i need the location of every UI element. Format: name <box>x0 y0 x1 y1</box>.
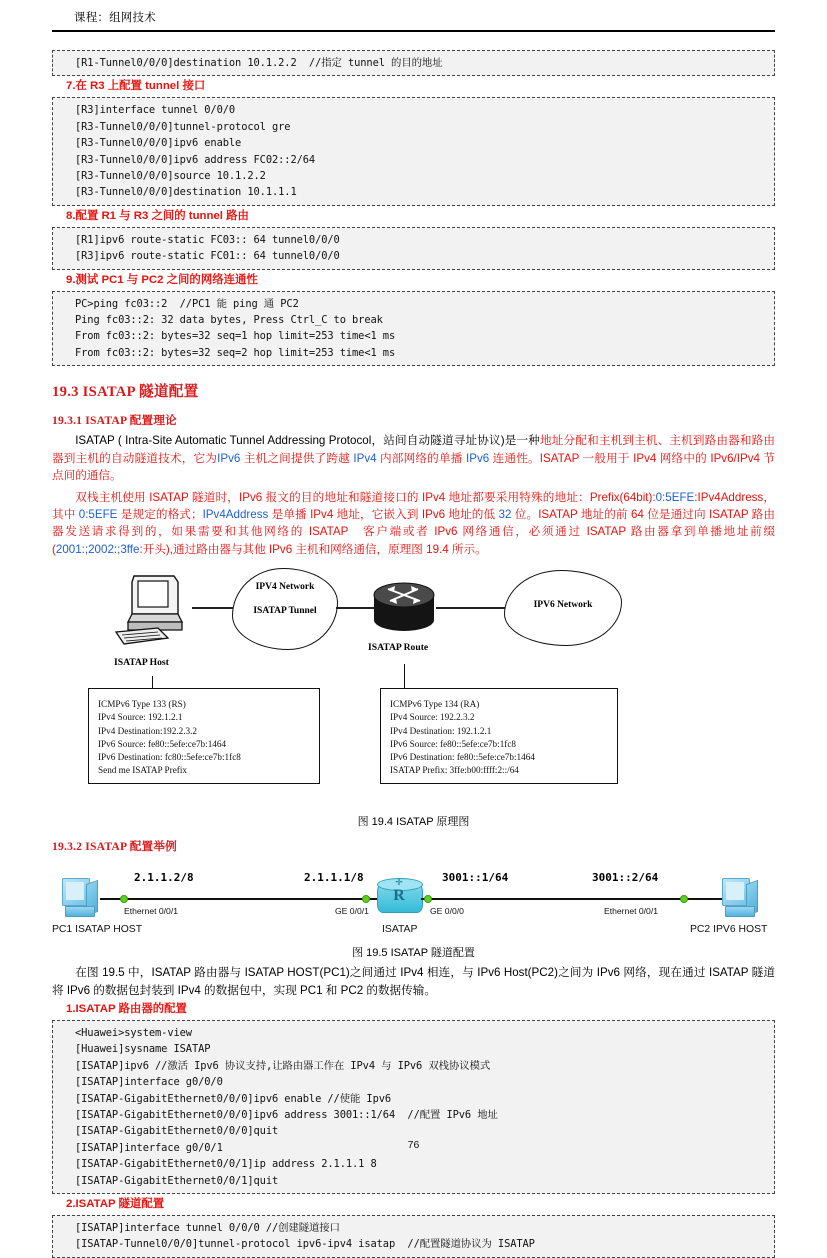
link-cloud-router <box>336 607 376 608</box>
code-line: [R3-Tunnel0/0/0]destination 10.1.1.1 <box>75 186 297 199</box>
section-heading-19-3-1: 19.3.1 ISATAP 配置理论 <box>52 414 177 428</box>
link-router-ipv6cloud <box>436 607 508 608</box>
rs-line: IPv4 Destination:192.2.3.2 <box>98 725 198 736</box>
pc2-icon <box>720 876 764 920</box>
rs-line: IPv6 Destination: fc80::5efe:ce7b:1fc8 <box>98 751 241 762</box>
code-block-9 <box>52 291 775 367</box>
section-heading-19-3: 19.3 ISATAP 隧道配置 <box>52 384 199 401</box>
step-heading-8: 8.配置 R1 与 R3 之间的 tunnel 路由 <box>66 209 249 222</box>
rs-line: IPv4 Source: 192.1.2.1 <box>98 712 183 723</box>
code-line: [ISATAP-Tunnel0/0/0]tunnel-protocol ipv6-ipv4 isatap //配置隧道协议为 ISATAP <box>75 1238 535 1251</box>
cloud-label-ipv4: IPV4 Network <box>255 582 315 593</box>
rs-line: IPv6 Source: fe80::5efe:ce7b:1464 <box>98 738 227 749</box>
page-header: 课程：组网技术 <box>74 12 156 24</box>
step-heading-7: 7.在 R3 上配置 tunnel 接口 <box>66 80 206 93</box>
pc1-icon <box>60 876 104 920</box>
code-line: [ISATAP]interface g0/0/0 <box>75 1076 223 1089</box>
code-line: [R3-Tunnel0/0/0]ipv6 address FC02::2/64 <box>75 153 316 166</box>
isatap-router-icon <box>372 580 436 636</box>
code-block-top <box>52 50 775 76</box>
code-line: [R3-Tunnel0/0/0]tunnel-protocol gre <box>75 120 291 133</box>
code-line: [R3]ipv6 route-static FC01:: 64 tunnel0/0/0 <box>75 250 340 263</box>
code-line: [ISATAP]ipv6 //激活 Ipv6 协议支持,让路由器工作在 IPv4 与 IPv6 双栈协议模式 <box>75 1059 491 1072</box>
ip-label-router-left: 2.1.1.1/8 <box>304 871 364 885</box>
link-dot-pc1 <box>120 895 128 903</box>
code-block-tunnel-config <box>52 1215 775 1258</box>
isatap-router-icon-2 <box>377 878 423 916</box>
ra-message-box <box>380 688 618 784</box>
cloud-label-tunnel: ISATAP Tunnel <box>253 606 317 617</box>
ra-line: IPv6 Destination: fe80::5efe:ce7b:1464 <box>390 751 535 762</box>
figure-19-4 <box>52 564 775 809</box>
para1-seg7: IPv6 <box>465 451 490 465</box>
code-line: [ISATAP]interface g0/0/1 <box>75 1141 223 1154</box>
code-line: <Huawei>system-view <box>75 1026 192 1039</box>
isatap-host-label: ISATAP Host <box>114 657 169 669</box>
para2-seg7: 是单播 IPv4 地址，它嵌入到 IPv6 地址的低 <box>268 507 499 521</box>
link-dot-router-left <box>362 895 370 903</box>
para1-seg3: IPv6 <box>217 451 241 465</box>
leader-line-right <box>404 664 405 688</box>
paragraph-isatap-address-format <box>52 489 775 559</box>
pc2-base <box>725 906 755 917</box>
code-line: [Huawei]sysname ISATAP <box>75 1043 211 1056</box>
figure-19-5-caption: 图 19.5 ISATAP 隧道配置 <box>352 947 475 960</box>
pc2-name: PC2 IPV6 HOST <box>690 924 768 936</box>
code-block-7 <box>52 97 775 205</box>
code-line: [ISATAP]interface tunnel 0/0/0 //创建隧道接口 <box>75 1222 340 1234</box>
para2-seg2: 0:5EFE <box>655 490 695 504</box>
step-heading-router-config: 1.ISATAP 路由器的配置 <box>66 1002 187 1015</box>
code-line: [ISATAP-GigabitEthernet0/0/0]quit <box>75 1125 279 1138</box>
figure-19-5-topology <box>52 858 775 942</box>
para2-seg3: :IPv4Address，其中 <box>52 490 776 521</box>
para2-seg1: 双栈主机使用 ISATAP 隧道时，IPv6 报文的目的地址和隧道接口的 IPv4 地址都要采用特殊的地址：Prefix(64bit): <box>75 490 656 504</box>
step-heading-tunnel-config: 2.ISATAP 隧道配置 <box>66 1198 165 1210</box>
para2-seg5: 是规定的格式； <box>117 507 203 521</box>
para2-seg9: 位。ISATAP 地址的前 64 位是通过向 ISATAP 路由器发送请求得到的，如果需要和其他网络的 ISATAP 客户端或者 IPv6 网络通信，必须通过 ISATAP 路由器拿到单播地址前缀( <box>52 507 775 556</box>
code-line: [ISATAP-GigabitEthernet0/0/1]ip address 2.1.1.1 8 <box>75 1158 377 1171</box>
if-label-router-left: GE 0/0/1 <box>335 906 369 917</box>
para1-seg6: 内部网络的单播 <box>376 451 466 465</box>
code-line: Ping fc03::2: 32 data bytes, Press Ctrl_C to break <box>75 314 383 327</box>
rs-line: Send me ISATAP Prefix <box>98 765 188 776</box>
if-label-pc2: Ethernet 0/0/1 <box>604 906 658 917</box>
isatap-router-label: ISATAP Route <box>368 642 429 654</box>
paragraph-isatap-definition <box>52 432 775 484</box>
ra-line: IPv6 Source: fe80::5efe:ce7b:1fc8 <box>390 738 517 749</box>
link-dot-pc2 <box>680 895 688 903</box>
paragraph-topology-description: 在图 19.5 中，ISATAP 路由器与 ISATAP HOST(PC1)之间通过 IPv4 相连，与 IPv6 Host(PC2)之间为 IPv6 网络，现在通过 ISATAP 隧道将 IPv6 的数据包封装到 IPv4 的数据包中，实现 PC1 和 PC2 的数据传输。 <box>52 966 775 997</box>
code-line: [R3-Tunnel0/0/0]ipv6 enable <box>75 137 242 150</box>
code-line: [R3-Tunnel0/0/0]source 10.1.2.2 <box>75 170 266 183</box>
router-name: ISATAP <box>382 924 418 936</box>
para2-seg10: 2001:;2002:;3ffe <box>55 542 140 556</box>
isatap-host-icon <box>112 572 198 650</box>
code-line: [R1-Tunnel0/0/0]destination 10.1.2.2 //指定 tunnel 的目的地址 <box>75 57 443 69</box>
router-letter: R <box>393 887 405 905</box>
code-line: From fc03::2: bytes=32 seq=1 hop limit=253 time<1 ms <box>75 330 396 343</box>
header-divider <box>52 30 775 32</box>
code-line: [R3]interface tunnel 0/0/0 <box>75 104 236 117</box>
ra-line: IPv4 Destination: 192.1.2.1 <box>390 725 492 736</box>
rs-message-box <box>88 688 320 784</box>
code-line: From fc03::2: bytes=32 seq=2 hop limit=253 time<1 ms <box>75 346 396 359</box>
link-host-cloud <box>192 607 236 608</box>
para2-seg8: 32 <box>498 507 512 521</box>
pc1-base <box>65 906 95 917</box>
link-dot-router-right <box>424 895 432 903</box>
link-pc1-router <box>100 898 377 900</box>
code-line: PC>ping fc03::2 //PC1 能 ping 通 PC2 <box>75 297 299 310</box>
ip-label-pc2: 3001::2/64 <box>592 871 659 885</box>
if-label-router-right: GE 0/0/0 <box>430 906 464 917</box>
code-line: [ISATAP-GigabitEthernet0/0/0]ipv6 address 3001::1/64 //配置 IPv6 地址 <box>75 1108 498 1121</box>
code-block-router-config <box>52 1020 775 1194</box>
para1-seg4: 主机之间提供了跨越 <box>240 451 354 465</box>
ip-label-pc1: 2.1.1.2/8 <box>134 871 194 885</box>
code-line: [ISATAP-GigabitEthernet0/0/0]ipv6 enable //使能 Ipv6 <box>75 1092 392 1105</box>
page-number: 76 <box>407 1139 420 1151</box>
code-line: [ISATAP-GigabitEthernet0/0/1]quit <box>75 1174 279 1187</box>
ra-line: ICMPv6 Type 134 (RA) <box>390 699 480 710</box>
para2-seg11: :开头),通过路由器与其他 IPv6 主机和网络通信，原理图 19.4 所示。 <box>139 542 487 556</box>
para2-seg6: IPv4Address <box>202 507 269 521</box>
ip-label-router-right: 3001::1/64 <box>442 871 509 885</box>
para1-seg2: 地址分配和主机到主机、主机到路由器和路由器到主机的自动隧道技术，它为 <box>52 434 775 465</box>
ra-line: ISATAP Prefix: 3ffe:b00:ffff:2::/64 <box>390 765 519 776</box>
code-block-8 <box>52 227 775 270</box>
section-heading-19-3-2: 19.3.2 ISATAP 配置举例 <box>52 840 177 854</box>
figure-19-4-caption: 图 19.4 ISATAP 原理图 <box>357 816 470 829</box>
para1-seg5: IPv4 <box>353 451 377 465</box>
pc1-name: PC1 ISATAP HOST <box>52 924 143 936</box>
para2-seg4: 0:5EFE <box>78 507 118 521</box>
if-label-pc1: Ethernet 0/0/1 <box>124 906 178 917</box>
leader-line-left <box>152 676 153 688</box>
rs-line: ICMPv6 Type 133 (RS) <box>98 699 186 710</box>
ra-line: IPv4 Source: 192.2.3.2 <box>390 712 475 723</box>
step-heading-9: 9.测试 PC1 与 PC2 之间的网络连通性 <box>66 273 258 286</box>
para1-seg8: 连通性。ISATAP 一般用于 IPv4 网络中的 IPv6/IPv4 节点间的通信。 <box>52 451 775 483</box>
router-arrows-icon: ✛ <box>395 877 403 888</box>
para1-seg1: ISATAP ( Intra-Site Automatic Tunnel Addressing Protocol，站间自动隧道寻址协议)是一种 <box>75 434 541 448</box>
code-line: [R1]ipv6 route-static FC03:: 64 tunnel0/0/0 <box>75 233 340 246</box>
cloud-label-ipv6: IPV6 Network <box>533 600 593 611</box>
